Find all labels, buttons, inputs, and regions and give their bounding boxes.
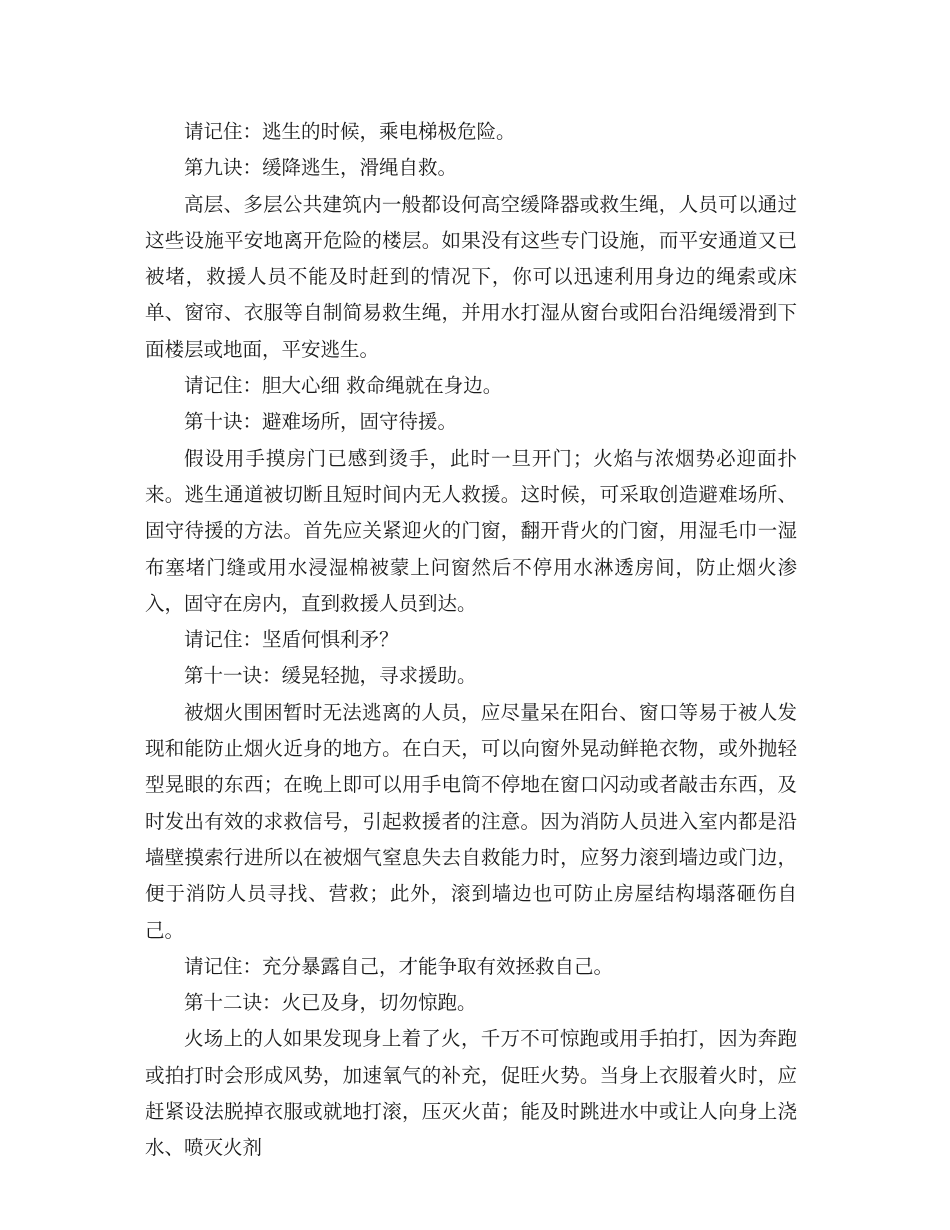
paragraph-remember-elevator: 请记住：逃生的时候，乘电梯极危险。 <box>184 120 516 143</box>
heading-tip-10: 第十诀：避难场所，固守待援。 <box>184 410 458 434</box>
paragraph-tip-11-body: 被烟火围困暂时无法逃离的人员，应尽量呆在阳台、窗口等易于被人发现和能防止烟火近身的地方。在白天，可以向窗外晃动鲜艳衣物，或外抛轻型晃眼的东西；在晚上即可以用手电筒不停地在窗口闪动或者敲击东西，及时发出有效的求救信号，引起救援者的注意。因为消防人员进入室内都是沿墙壁摸索行进所以在被烟气窒息失去自救能力时，应努力滚到墙边或门边，便于消防人员寻找、营救；此外，滚到墙边也可防止房屋结构塌落砸伤自己。 <box>145 700 797 942</box>
paragraph-remember-expose: 请记住：充分暴露自己，才能争取有效拯救自己。 <box>184 954 614 978</box>
heading-tip-11: 第十一诀：缓晃轻抛，寻求援助。 <box>184 664 477 688</box>
paragraph-tip-9-body: 高层、多层公共建筑内一般都设何高空缓降器或救生绳，人员可以通过这些设施平安地离开危险的楼层。如果没有这些专门设施，而平安通道又已被堵，救援人员不能及时赶到的情况下，你可以迅速利用身边的绳索或床单、窗帘、衣服等自制简易救生绳，并用水打湿从窗台或阳台沿绳缓滑到下面楼层或地面，平安逃生。 <box>145 192 797 361</box>
paragraph-tip-10-body: 假设用手摸房门已感到烫手，此时一旦开门；火焰与浓烟势必迎面扑来。逃生通道被切断且短时间内无人救援。这时候，可采取创造避难场所、固守待援的方法。首先应关紧迎火的门窗，翻开背火的门窗，用湿毛巾一湿布塞堵门缝或用水浸湿棉被蒙上问窗然后不停用水淋透房间，防止烟火渗入，固守在房内，直到救援人员到达。 <box>145 446 797 615</box>
paragraph-remember-rope: 请记住：胆大心细 救命绳就在身边。 <box>184 374 503 398</box>
paragraph-tip-12-body: 火场上的人如果发现身上着了火，千万不可惊跑或用手拍打，因为奔跑或拍打时会形成风势，加速氧气的补充，促旺火势。当身上衣服着火时，应赶紧设法脱掉衣服或就地打滚，压灭火苗；能及时跳进水中或让人向身上浇水、喷灭火剂 <box>145 1027 797 1160</box>
heading-tip-9: 第九诀：缓降逃生，滑绳自救。 <box>184 156 458 180</box>
paragraph-remember-shield: 请记住：坚盾何惧利矛？ <box>184 628 399 652</box>
heading-tip-12: 第十二诀：火已及身，切勿惊跑。 <box>184 991 477 1015</box>
document-body <box>145 114 797 1167</box>
